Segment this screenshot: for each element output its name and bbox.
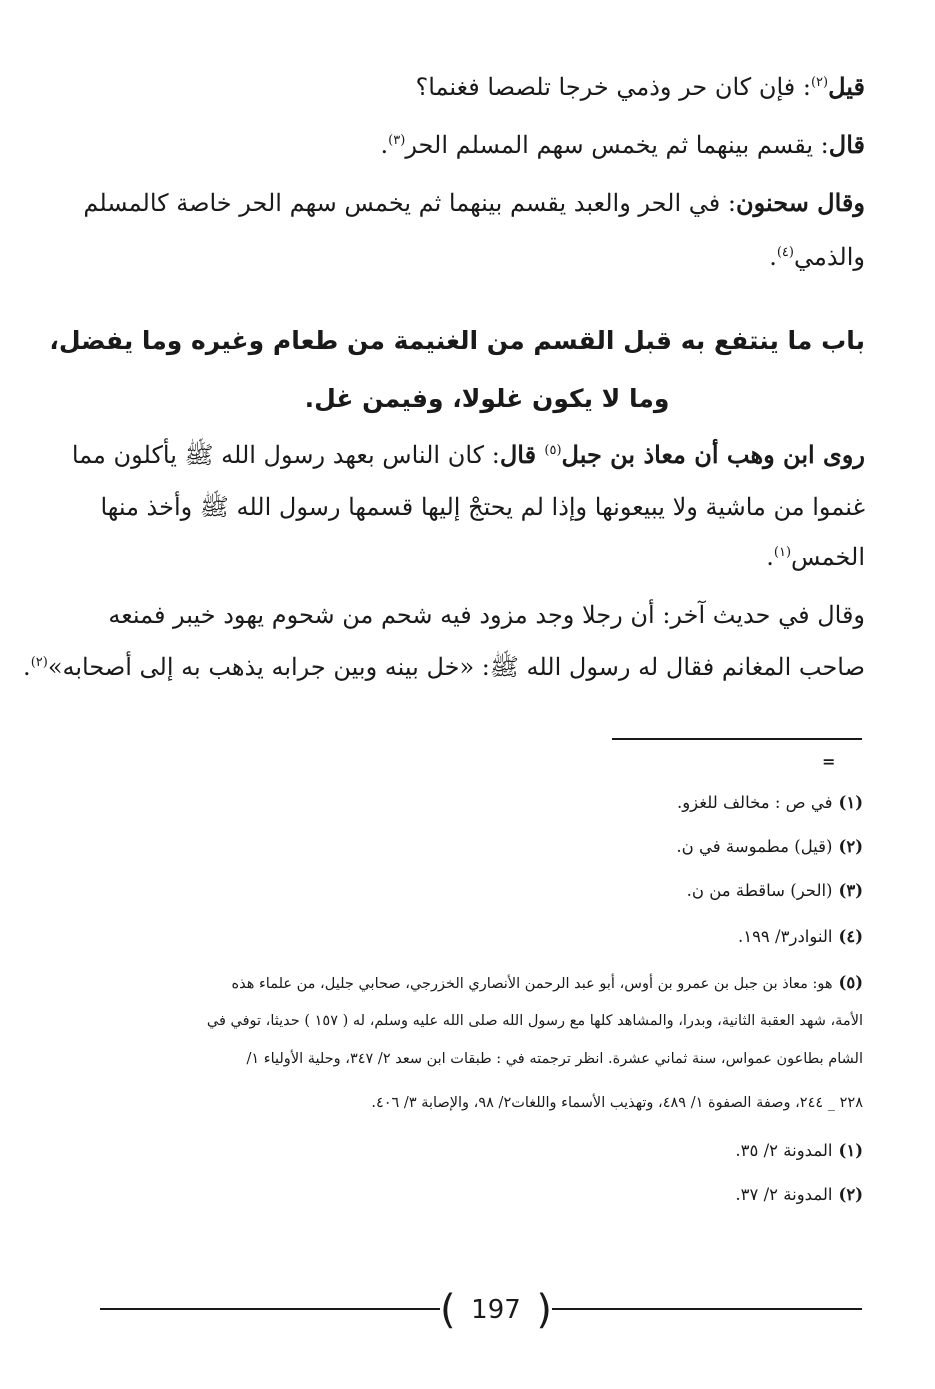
sahnun-line-cont: والذمي$^{(٤)}$. (769, 243, 865, 271)
question-label: قيل (828, 72, 865, 101)
footer-rule-left (100, 1308, 440, 1310)
footnote-2: (٢)(قيل) مطموسة في ن. (676, 837, 863, 856)
sahnun-line (83, 188, 865, 218)
footnote-7: (٢)المدونة ٢/ ٣٧. (735, 1185, 863, 1204)
page-number-box (440, 1288, 552, 1332)
page-number-bracket-left: ( (440, 1287, 456, 1333)
footer-rule-right (552, 1308, 862, 1310)
hadith-line-2: غنموا من ماشية ولا يبيعونها وإذا لم يحتجْ إليها قسمها رسول الله ﷺ وأخذ منها (100, 493, 865, 521)
footnote-ref: (٤) (776, 245, 794, 260)
footnote-ref: (٢) (810, 75, 829, 90)
sahnun-text: : في الحر والعبد يقسم بينهما ثم يخمس سهم الحر خاصة كالمسلم (83, 189, 736, 217)
footnote-ref: (٥) (544, 443, 562, 458)
chapter-heading-line1: باب ما ينتفع به قبل القسم من الغنيمة من طعام وغيره وما يفضل، (49, 326, 865, 355)
page-number-bracket-right: ) (536, 1287, 552, 1333)
chapter-heading-line2: وما لا يكون غلولا، وفيمن غل. (304, 384, 670, 413)
question-line (109, 72, 865, 102)
hadith2-line-1: وقال في حديث آخر: أن رجلا وجد مزود فيه شحم من شحوم يهود خيبر فمنعه (108, 601, 865, 629)
footnote-5-line-1: (٥)هو: معاذ بن جبل بن عمرو بن أوس، أبو عبد الرحمن الأنصاري الخزرجي، صحابي جليل، من علماء هذه (231, 973, 863, 992)
footnote-ref: (٢) (30, 655, 48, 670)
answer-label: قال (828, 130, 865, 159)
footnote-5-line-2: الأمة، شهد العقبة الثانية، وبدرا، والمشاهد كلها مع رسول الله صلى الله عليه وسلم، له ( ١٥٧ ) حديثا، توفي في (206, 1013, 863, 1029)
question-text: : فإن كان حر وذمي خرجا تلصصا فغنما؟ (415, 73, 811, 101)
footnote-4: (٤)النوادر٣/ ١٩٩. (737, 927, 863, 946)
footnote-separator (612, 738, 862, 740)
continuation-mark: = (822, 752, 836, 771)
answer-text: : يقسم بينهما ثم يخمس سهم المسلم الحر (405, 131, 829, 159)
sahnun-label: وقال سحنون (735, 188, 865, 217)
hadith-line-1: روى ابن وهب أن معاذ بن جبل$^{(٥)}$ قال: كان الناس بعهد رسول الله ﷺ يأكلون مما (71, 440, 865, 469)
footnote-6: (١)المدونة ٢/ ٣٥. (735, 1141, 863, 1160)
footnote-5-line-4: ٢٢٨ _ ٢٤٤، وصفة الصفوة ١/ ٤٨٩، وتهذيب الأسماء واللغات٢/ ٩٨، والإصابة ٣/ ٤٠٦. (371, 1095, 863, 1111)
footnote-5-line-3: الشام بطاعون عمواس، سنة ثماني عشرة. انظر ترجمته في : طبقات ابن سعد ٢/ ٣٤٧، وحلية الأولياء ١/ (246, 1051, 863, 1067)
answer-line: قال: يقسم بينهما ثم يخمس سهم المسلم الحر$^{(٣)}$. (380, 130, 865, 159)
hadith-line-3: الخمس$^{(١)}$. (766, 543, 865, 571)
footnote-3: (٣)(الحر) ساقطة من ن. (686, 881, 863, 900)
footnote-1: (١)في ص : مخالف للغزو. (676, 793, 863, 812)
page-number: 197 (471, 1295, 521, 1325)
hadith2-line-2: صاحب المغانم فقال له رسول الله ﷺ: «خل بينه وبين جرابه يذهب به إلى أصحابه»$^{(٢)}$. (23, 653, 865, 681)
footnote-ref: (١) (773, 545, 792, 560)
footnote-ref: (٣) (388, 133, 406, 148)
